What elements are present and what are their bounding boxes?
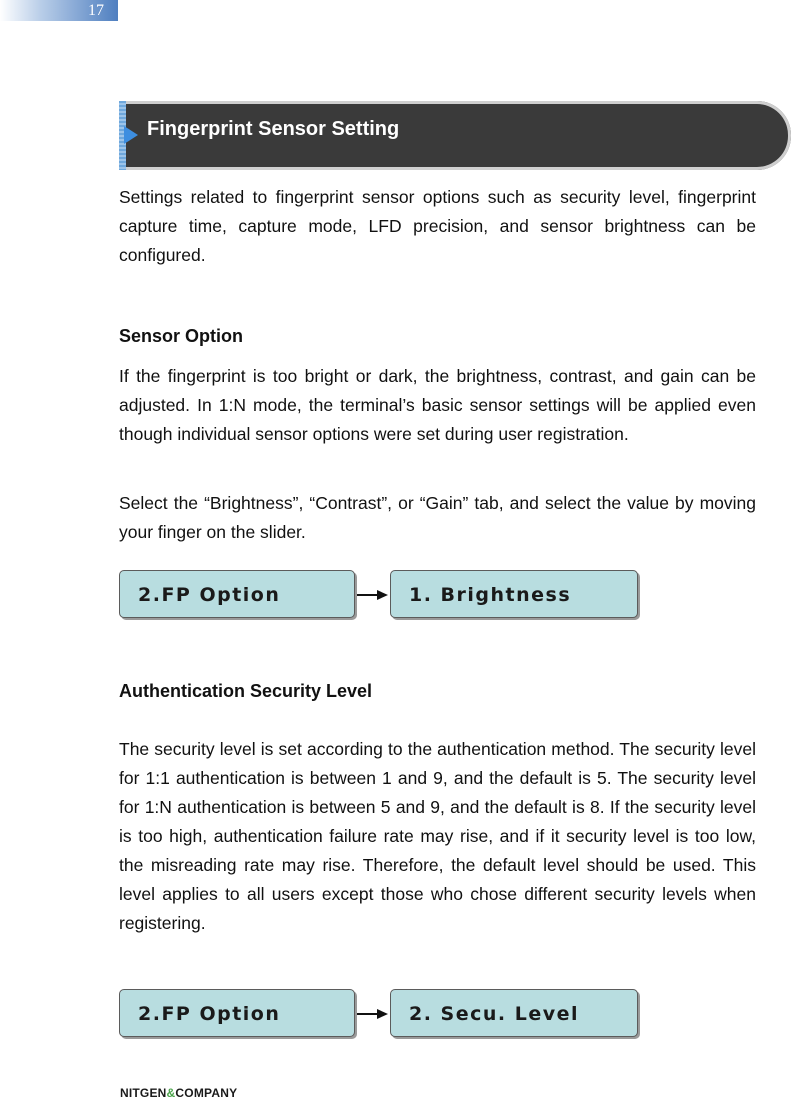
security-level-menu-path <box>119 989 639 1041</box>
section-title: Fingerprint Sensor Setting <box>147 118 400 140</box>
page-number: 17 <box>88 2 104 19</box>
security-level-menu-box: 2. Secu. Level <box>390 989 638 1037</box>
brightness-menu-box: 1. Brightness <box>390 570 638 618</box>
auth-security-paragraph: The security level is set according to the authentication method. The security level for 1:1 authentication is between 1 and 9, and the default is 5. The security level for 1:N authentication is between 5 and 9, and the default is 8. If the security level is too high, authentication failure rate may rise, and if it security level is too low, the misreading rate may rise. Therefore, the default level should be used. This level applies to all users except those who chose different security levels when registering. <box>119 739 756 933</box>
company-logo <box>120 1086 237 1100</box>
page-number-tab <box>0 0 118 21</box>
arrow-right-icon <box>377 1009 388 1019</box>
logo-text-company: COMPANY <box>175 1086 238 1100</box>
fp-option-menu-box: 2.FP Option <box>119 570 355 618</box>
sensor-option-paragraph-1: If the fingerprint is too bright or dark, the brightness, contrast, and gain can be adjusted. In 1:N mode, the terminal’s basic sensor settings will be applied even though individual sensor options were set during user registration. <box>119 366 756 444</box>
logo-ampersand: & <box>166 1086 176 1100</box>
section-header <box>119 101 791 170</box>
auth-security-heading: Authentication Security Level <box>119 681 373 701</box>
fp-option-menu-box: 2.FP Option <box>119 989 355 1037</box>
arrow-line <box>357 594 379 596</box>
intro-paragraph: Settings related to fingerprint sensor options such as security level, fingerprint capture time, capture mode, LFD precision, and sensor brightness can be configured. <box>119 187 756 265</box>
sensor-option-heading: Sensor Option <box>119 326 244 346</box>
triangle-arrow-icon <box>124 126 138 144</box>
arrow-right-icon <box>377 590 388 600</box>
arrow-line <box>357 1013 379 1015</box>
sensor-option-paragraph-2: Select the “Brightness”, “Contrast”, or “Gain” tab, and select the value by moving your finger on the slider. <box>119 493 756 542</box>
logo-text-nitgen: NITGEN <box>120 1086 167 1100</box>
brightness-menu-path <box>119 570 639 622</box>
